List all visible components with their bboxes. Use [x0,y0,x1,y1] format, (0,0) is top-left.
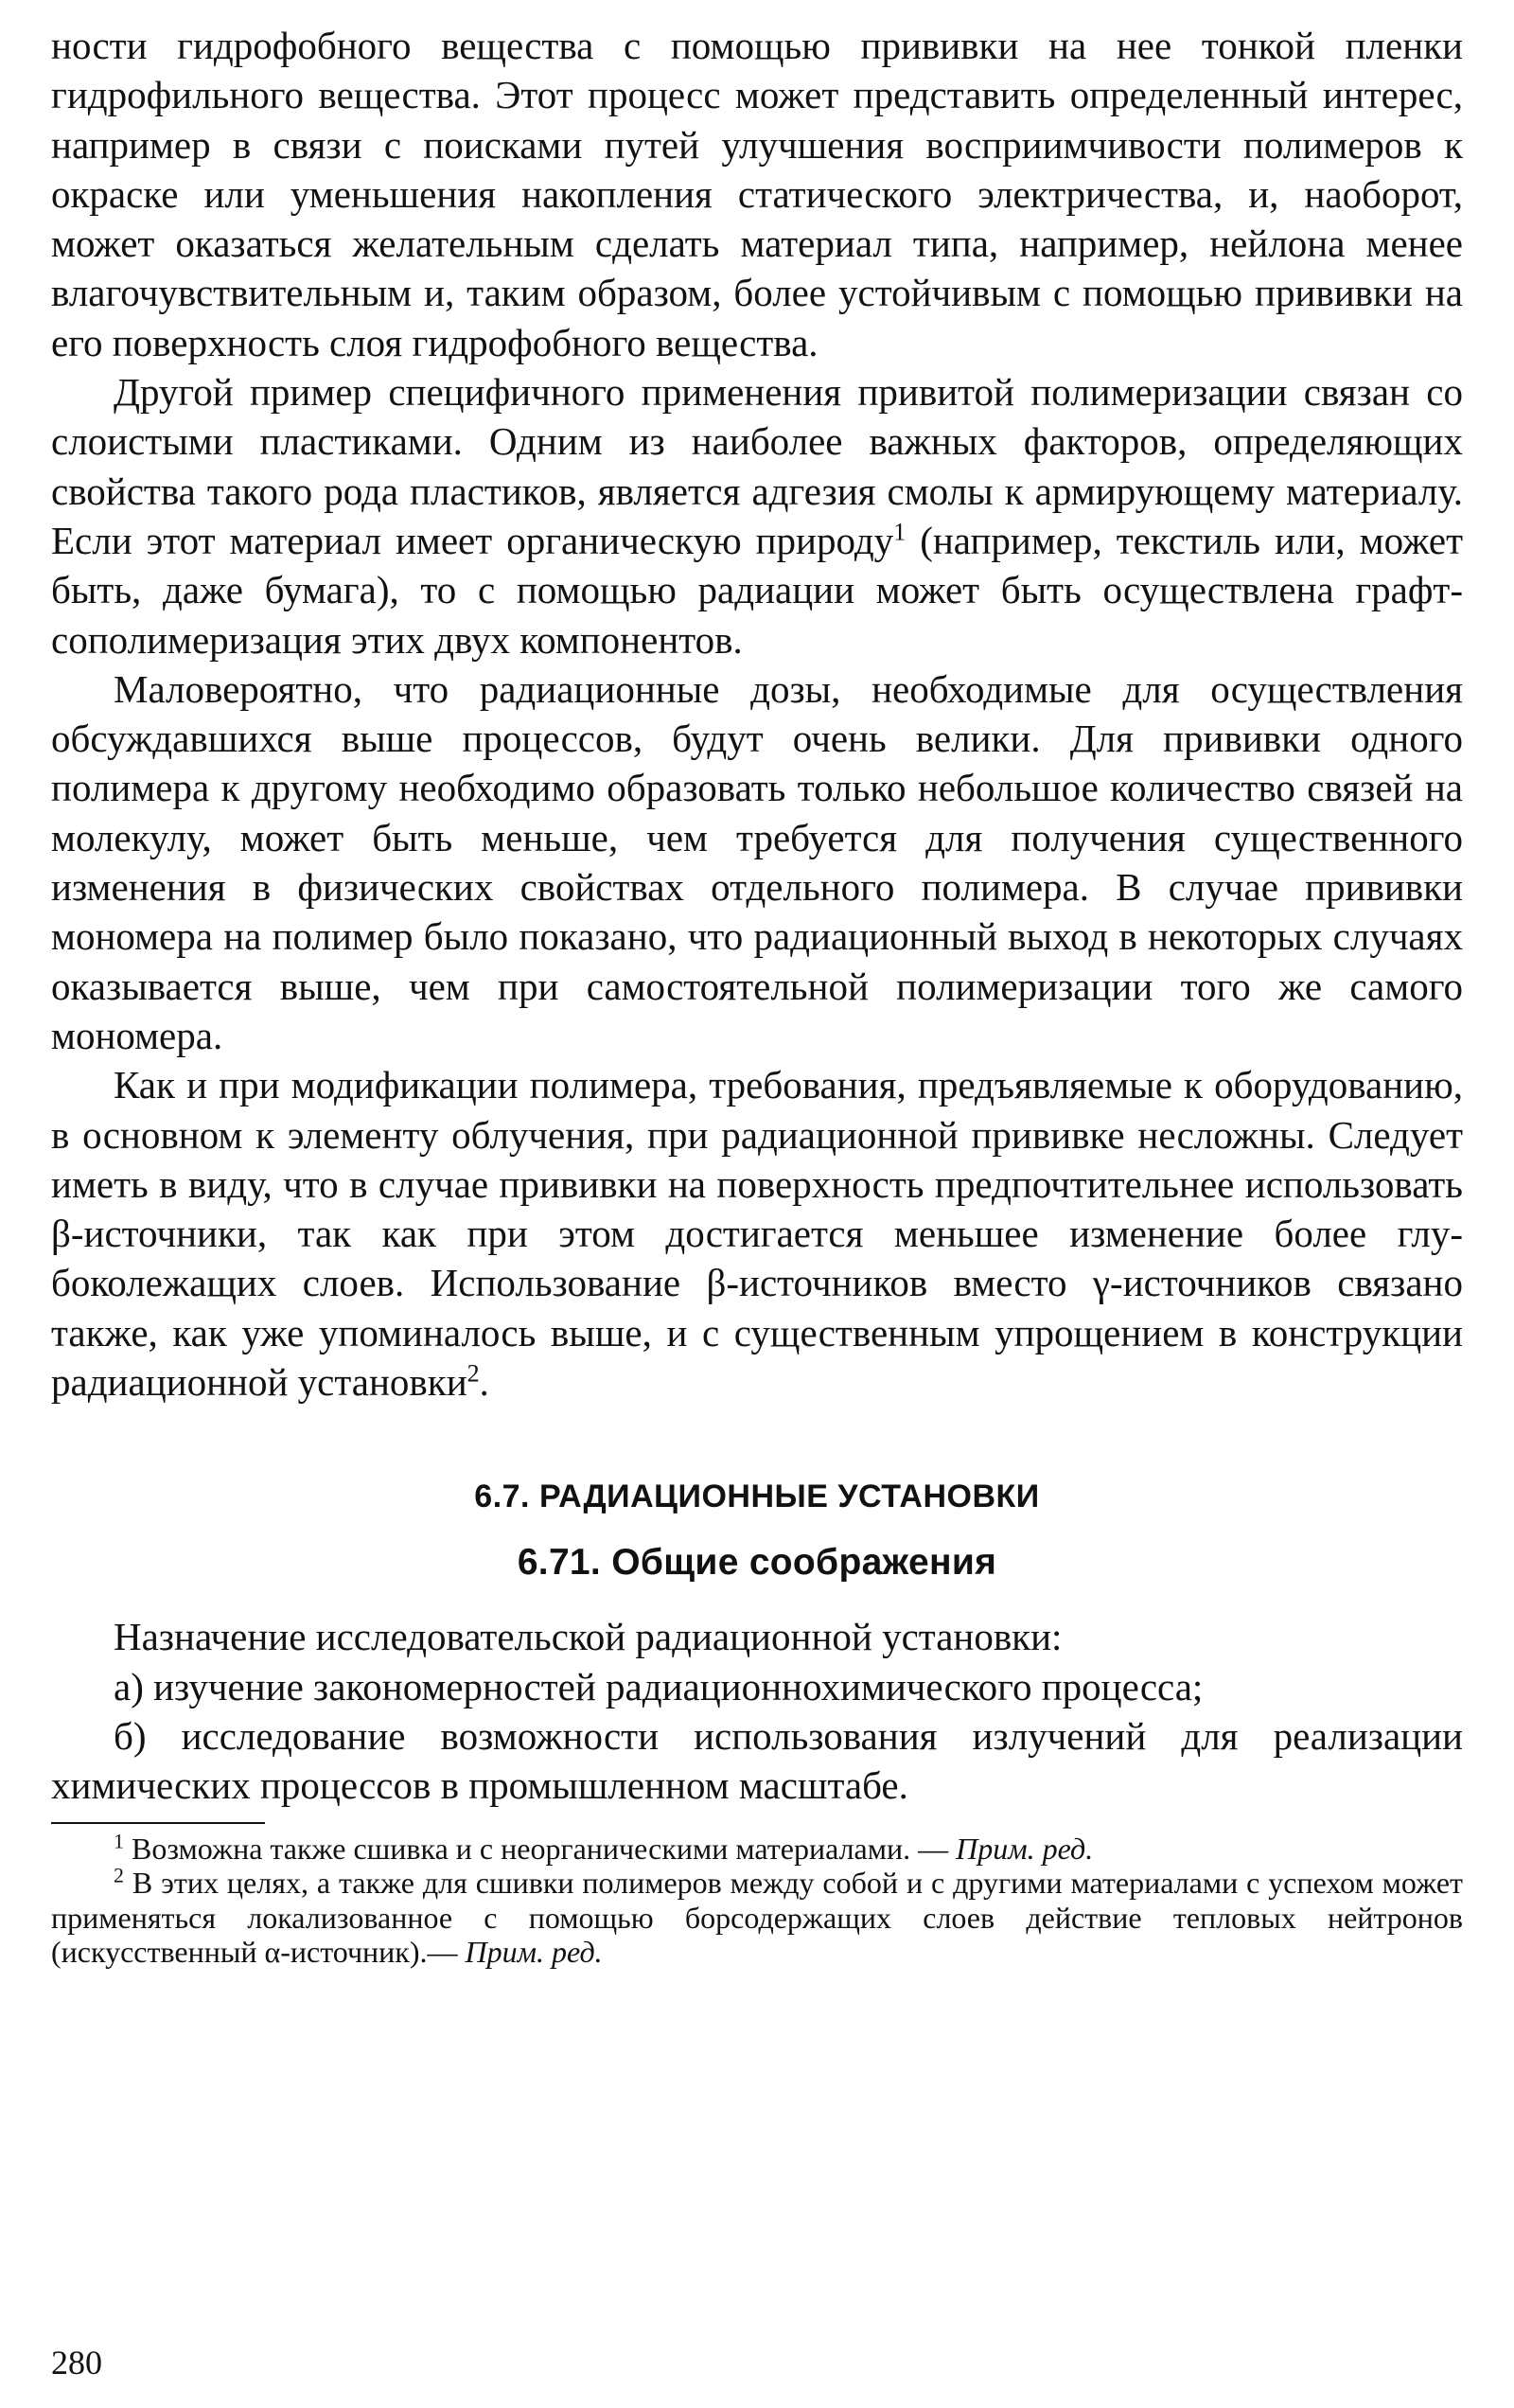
footnote-1 [51,1828,1463,1867]
footnote-text: Возможна также сшивка и с неорганическими материалами. — [132,1831,957,1866]
paragraph-doses: Маловероятно, что радиационные дозы, необходимые для осуществления обсуждавшихся выше процессов, будут очень велики. Для прививки одного полимера к другому необходимо образовать только небольшое количество связей на молекулу, может быть меньше, чем требуется для получения существенного изменения в физических свойствах отдельного полимера. В случае прививки мономера на полимер было показано, что радиационный выход в некоторых случаях оказывается выше, чем при самостоятельной полимеризации того же самого мономера. [51,666,1463,1057]
footnote-reference-2: 2 [467,1359,480,1388]
subsection-title: 6.71. Общие соображения [517,1542,997,1584]
paragraph-text: (например, текстиль или, может быть, даже бумага), то с помощью радиации может быть осуществлена графт-сополимеризация этих двух компонентов. [51,518,1463,662]
footnote-2 [51,1863,1464,1970]
paragraph-laminates [51,367,1463,664]
paragraph-text: Другой пример специфичного применения привитой полимеризации связан со слоистыми пластиками. Одним из наиболее важных факторов, определяющих свойства такого рода пластиков, является адгезия смолы к армирующему материалу. Если этот материал имеет органическую природу [51,370,1463,562]
list-item-a: а) изучение закономерностей радиационнохимического процесса; [114,1664,1204,1709]
paragraph-text: . [479,1360,489,1405]
paragraph-equipment [51,1060,1463,1407]
paragraph-text: Как и при модификации полимера, требования, предъявляемые к оборудованию, в основном к элементу облучения, при радиационной прививке несложны. Следует иметь в виду, что в случае прививки на поверхность предпочтительнее использовать β-источники, так как при этом достигается меньшее изменение более глубоколежащих слоев. Использование β-источников вместо γ-источников связано также, как уже упоминалось выше, и с существенным упрощением в конструкции радиационной установки [51,1063,1463,1405]
list-item-b: б) исследование возможности использования излучений для реализации химических процессов в промышленном масштабе. [51,1713,1463,1808]
editor-note: Прим. ред. [956,1831,1094,1866]
editor-note: Прим. ред. [465,1935,603,1969]
paragraph-continuation: ности гидрофобного вещества с помощью прививки на нее тонкой пленки гидрофильного вещества. Этот процесс может представить определенный интерес, например в связи с поисками путей улучшения восприимчивости полимеров к окраске или уменьшения накопления статического электричества, и, наоборот, может оказаться желательным сделать материал типа, например, нейлона менее влагочувствительным и, таким образом, более устойчивым с помощью прививки на его поверхность слоя гидрофобного вещества. [51,24,1463,364]
section-title: 6.7. РАДИАЦИОННЫЕ УСТАНОВКИ [474,1478,1040,1515]
footnote-text: В этих целях, а также для сшивки полимеров между собой и с другими материалами с успехом может применяться локализованное с помощью борсодержащих слоев действие тепловых нейтронов (искусственный α-источник).— [51,1866,1464,1969]
footnote-divider [51,1822,265,1824]
footnote-mark: 2 [114,1863,124,1887]
page-body [51,21,1463,1970]
page-number: 280 [51,2344,102,2381]
footnote-reference-1: 1 [893,518,907,546]
intro-line: Назначение исследовательской радиационной установки: [114,1615,1063,1659]
footnote-mark: 1 [114,1828,124,1852]
